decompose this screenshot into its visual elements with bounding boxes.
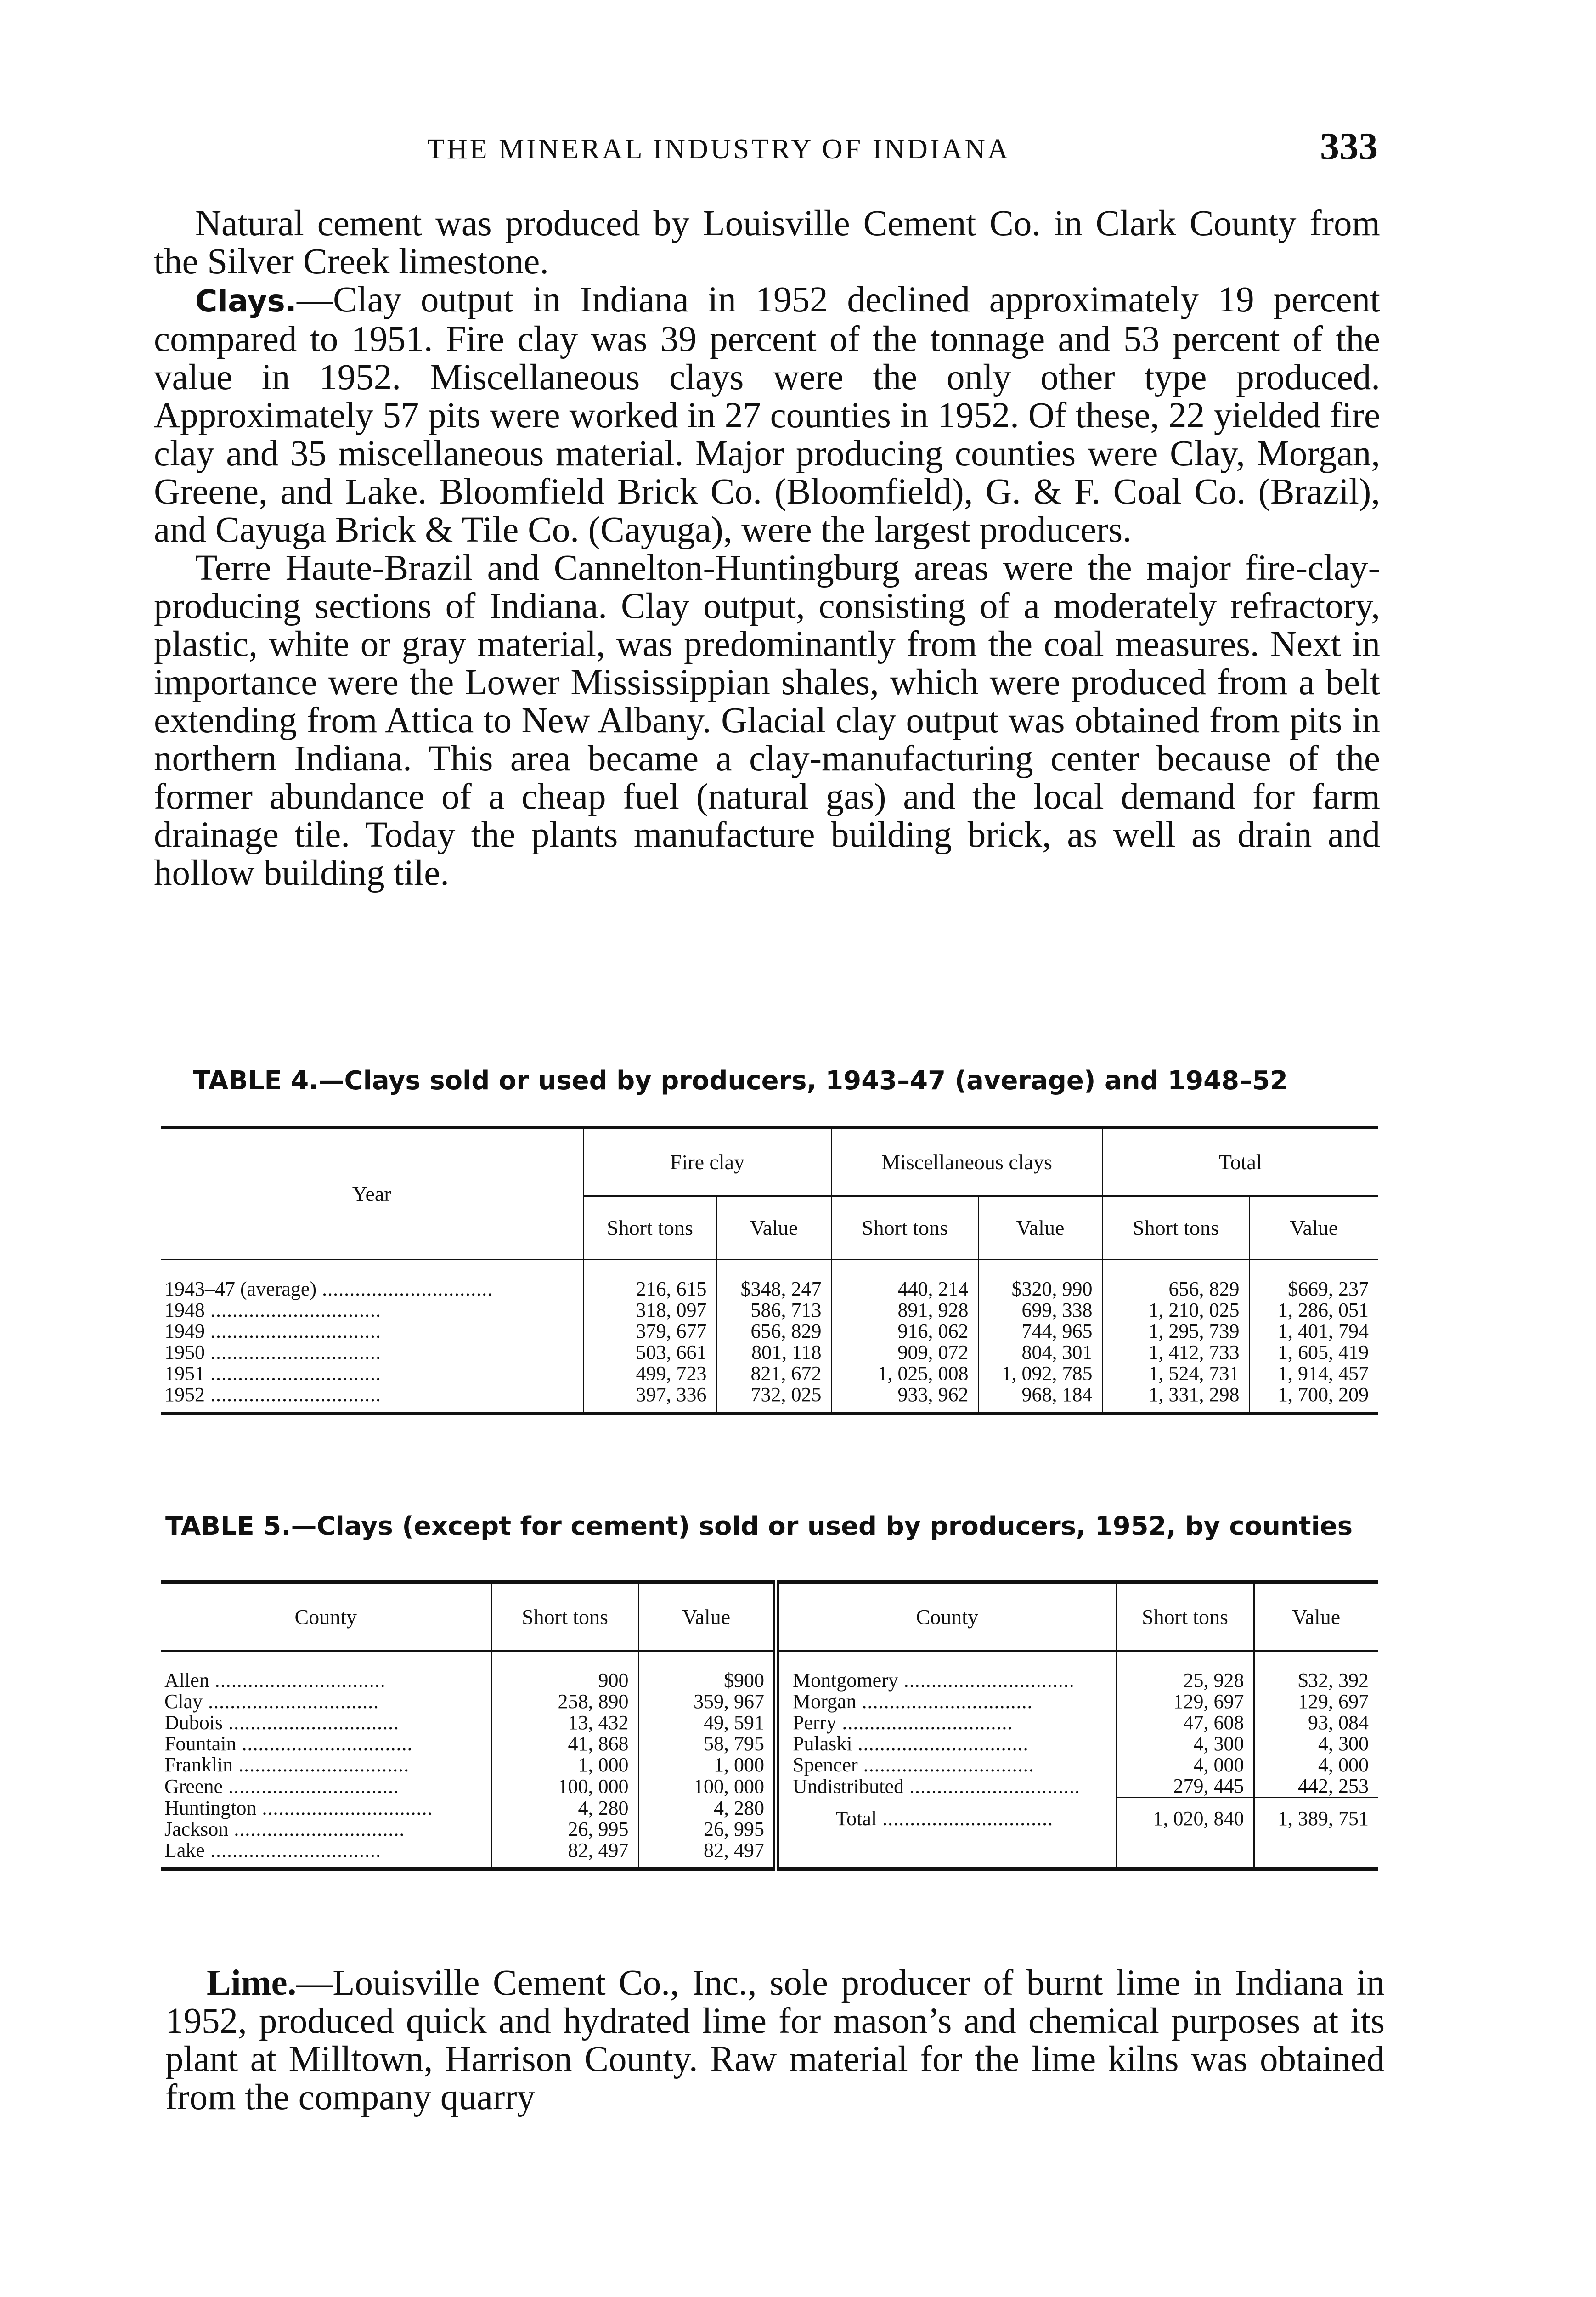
running-title: THE MINERAL INDUSTRY OF INDIANA xyxy=(427,134,1010,165)
row-year: 1951 ..... xyxy=(161,1363,583,1384)
row-year: 1952 ..... xyxy=(161,1384,583,1414)
cell: 900 xyxy=(491,1651,638,1692)
cell: 1, 700, 209 xyxy=(1249,1384,1378,1414)
paragraph-clays-text: —Clay output in Indiana in 1952 declined approximately 19 percent compared to 1951. Fire clay was 39 percent of the tonnage and 53 percent of the value in 1952. Miscellaneous clays were the only other type produced. Approximately 57 pits were worked in 27 counties in 1952. Of these, 22 yielded fire clay and 35 miscellaneous material. Major producing counties were Clay, Morgan, Greene, and Lake. Bloomfield Brick Co. (Bloomfield), G. & F. Coal Co. (Brazil), and Cayuga Brick & Tile Co. (Cayuga), were the largest producers. xyxy=(154,280,1380,550)
table4-header-misc-clays: Miscellaneous clays xyxy=(831,1127,1102,1196)
cell: $669, 237 xyxy=(1249,1260,1378,1300)
table5-header-value-2: Value xyxy=(1254,1582,1378,1651)
page-number: 333 xyxy=(1320,125,1378,168)
cell: 1, 000 xyxy=(491,1754,638,1776)
cell: 732, 025 xyxy=(716,1384,831,1414)
county-name: Greene ..... xyxy=(164,1775,399,1798)
cell: 1, 025, 008 xyxy=(831,1363,978,1384)
table4-subheader: Short tons xyxy=(831,1196,978,1260)
cell: 318, 097 xyxy=(583,1300,716,1321)
table4-header-year: Year xyxy=(161,1127,583,1260)
county-name: Pulaski ..... xyxy=(793,1732,1029,1755)
cell: $32, 392 xyxy=(1254,1651,1378,1692)
paragraph-natural-cement: Natural cement was produced by Louisville Cement Co. in Clark County from the Silver Creek limestone. xyxy=(154,204,1380,282)
cell: 258, 890 xyxy=(491,1691,638,1712)
table4-header-total: Total xyxy=(1102,1127,1378,1196)
cell: 49, 591 xyxy=(638,1712,776,1733)
cell: 891, 928 xyxy=(831,1300,978,1321)
cell: 933, 962 xyxy=(831,1384,978,1414)
table-row xyxy=(161,1691,1378,1712)
cell: 1, 210, 025 xyxy=(1102,1300,1249,1321)
cell: 968, 184 xyxy=(978,1384,1102,1414)
table4-subheader: Short tons xyxy=(583,1196,716,1260)
cell: 47, 608 xyxy=(1116,1712,1254,1733)
section-lead-lime: Lime. xyxy=(207,1963,297,2003)
cell: 359, 967 xyxy=(638,1691,776,1712)
table-row xyxy=(161,1798,1378,1819)
cell: 1, 914, 457 xyxy=(1249,1363,1378,1384)
cell: 4, 300 xyxy=(1254,1733,1378,1754)
county-name: Jackson ..... xyxy=(164,1818,405,1840)
cell: 699, 338 xyxy=(978,1300,1102,1321)
total-label: Total ..... xyxy=(835,1807,1053,1830)
row-year: 1948 ..... xyxy=(161,1300,583,1321)
cell: 744, 965 xyxy=(978,1321,1102,1342)
county-name: Huntington ..... xyxy=(164,1797,433,1819)
total-tons: 1, 020, 840 xyxy=(1116,1798,1254,1840)
table-row xyxy=(161,1733,1378,1754)
table4-clays-by-year xyxy=(161,1126,1378,1415)
cell: 4, 280 xyxy=(638,1798,776,1819)
table4-caption: TABLE 4.—Clays sold or used by producers, 1943–47 (average) and 1948–52 xyxy=(193,1066,1288,1096)
table5-clays-by-county xyxy=(161,1580,1378,1871)
table-row xyxy=(161,1384,1378,1414)
county-name: Morgan ..... xyxy=(793,1690,1033,1713)
county-name: Perry ..... xyxy=(793,1711,1013,1734)
cell: 58, 795 xyxy=(638,1733,776,1754)
table4-subheader: Short tons xyxy=(1102,1196,1249,1260)
table4-subheader: Value xyxy=(978,1196,1102,1260)
cell: 100, 000 xyxy=(491,1776,638,1798)
cell: 656, 829 xyxy=(716,1321,831,1342)
cell: 279, 445 xyxy=(1116,1776,1254,1798)
cell: 13, 432 xyxy=(491,1712,638,1733)
cell: 82, 497 xyxy=(638,1840,776,1869)
table5-header-short-tons: Short tons xyxy=(491,1582,638,1651)
cell: 1, 092, 785 xyxy=(978,1363,1102,1384)
table5-header-county-2: County xyxy=(776,1582,1116,1651)
table-row xyxy=(161,1260,1378,1300)
table-row xyxy=(161,1300,1378,1321)
table5-header-short-tons-2: Short tons xyxy=(1116,1582,1254,1651)
section-lead-clays: Clays. xyxy=(195,283,297,319)
cell: 397, 336 xyxy=(583,1384,716,1414)
cell: 440, 214 xyxy=(831,1260,978,1300)
row-year: 1949 ..... xyxy=(161,1321,583,1342)
cell: 1, 331, 298 xyxy=(1102,1384,1249,1414)
cell: 804, 301 xyxy=(978,1342,1102,1363)
cell: 25, 928 xyxy=(1116,1651,1254,1692)
cell: 4, 300 xyxy=(1116,1733,1254,1754)
table-row xyxy=(161,1321,1378,1342)
table5-header-value: Value xyxy=(638,1582,776,1651)
cell: 4, 000 xyxy=(1254,1754,1378,1776)
table-row xyxy=(161,1840,1378,1869)
table4-header-fire-clay: Fire clay xyxy=(583,1127,831,1196)
table5-header-county: County xyxy=(161,1582,491,1651)
cell: 909, 072 xyxy=(831,1342,978,1363)
cell: 1, 524, 731 xyxy=(1102,1363,1249,1384)
county-name: Undistributed ..... xyxy=(793,1775,1080,1798)
cell: 499, 723 xyxy=(583,1363,716,1384)
cell: 93, 084 xyxy=(1254,1712,1378,1733)
cell: 503, 661 xyxy=(583,1342,716,1363)
paragraph-lime xyxy=(165,1964,1385,2116)
cell: 1, 401, 794 xyxy=(1249,1321,1378,1342)
cell: 1, 286, 051 xyxy=(1249,1300,1378,1321)
table-row xyxy=(161,1754,1378,1776)
table-row xyxy=(161,1651,1378,1692)
cell: 442, 253 xyxy=(1254,1776,1378,1798)
paragraph-clays xyxy=(154,281,1380,549)
cell: 129, 697 xyxy=(1116,1691,1254,1712)
table4-subheader: Value xyxy=(716,1196,831,1260)
table5-caption: TABLE 5.—Clays (except for cement) sold or used by producers, 1952, by counties xyxy=(165,1511,1353,1541)
intro-text xyxy=(154,204,1380,892)
cell: 4, 280 xyxy=(491,1798,638,1819)
paragraph-clay-areas: Terre Haute-Brazil and Cannelton-Huntingburg areas were the major fire-clay-producing sections of Indiana. Clay output, consisting of a moderately refractory, plastic, white or gray material, was predominantly from the coal measures. Next in importance were the Lower Mississippian shales, which were produced from a belt extending from Attica to New Albany. Glacial clay output was obtained from pits in northern Indiana. This area became a clay-manufacturing center because of the former abundance of a cheap fuel (natural gas) and the local demand for farm drainage tile. Today the plants manufacture building brick, as well as drain and hollow building tile. xyxy=(154,548,1380,893)
cell: 1, 605, 419 xyxy=(1249,1342,1378,1363)
cell: 801, 118 xyxy=(716,1342,831,1363)
lime-text xyxy=(165,1964,1385,2116)
cell: 100, 000 xyxy=(638,1776,776,1798)
cell: $348, 247 xyxy=(716,1260,831,1300)
total-value: 1, 389, 751 xyxy=(1254,1798,1378,1840)
table-row xyxy=(161,1776,1378,1798)
row-year: 1943–47 (average) ..... xyxy=(161,1260,583,1300)
cell: 82, 497 xyxy=(491,1840,638,1869)
paragraph-lime-text: —Louisville Cement Co., Inc., sole producer of burnt lime in Indiana in 1952, produced quick and hydrated lime for mason’s and chemical purposes at its plant at Milltown, Harrison County. Raw material for the lime kilns was obtained from the company quarry xyxy=(165,1963,1385,2117)
county-name: Allen ..... xyxy=(164,1669,386,1692)
cell: $320, 990 xyxy=(978,1260,1102,1300)
cell: 26, 995 xyxy=(638,1819,776,1840)
cell: 26, 995 xyxy=(491,1819,638,1840)
cell: 656, 829 xyxy=(1102,1260,1249,1300)
cell: 586, 713 xyxy=(716,1300,831,1321)
county-name: Fountain ..... xyxy=(164,1732,412,1755)
cell: 821, 672 xyxy=(716,1363,831,1384)
cell: 1, 412, 733 xyxy=(1102,1342,1249,1363)
cell: 41, 868 xyxy=(491,1733,638,1754)
county-name: Clay ..... xyxy=(164,1690,379,1713)
table4-subheader: Value xyxy=(1249,1196,1378,1260)
cell: 379, 677 xyxy=(583,1321,716,1342)
county-name: Lake ..... xyxy=(164,1839,381,1861)
table-row xyxy=(161,1712,1378,1733)
county-name: Dubois ..... xyxy=(164,1711,399,1734)
row-year: 1950 ..... xyxy=(161,1342,583,1363)
cell: 4, 000 xyxy=(1116,1754,1254,1776)
cell: 916, 062 xyxy=(831,1321,978,1342)
cell: 129, 697 xyxy=(1254,1691,1378,1712)
cell: 1, 295, 739 xyxy=(1102,1321,1249,1342)
running-header xyxy=(156,124,1378,175)
table-row xyxy=(161,1363,1378,1384)
table-row xyxy=(161,1342,1378,1363)
cell: 1, 000 xyxy=(638,1754,776,1776)
cell: 216, 615 xyxy=(583,1260,716,1300)
county-name: Spencer ..... xyxy=(793,1754,1034,1776)
cell: $900 xyxy=(638,1651,776,1692)
county-name: Franklin ..... xyxy=(164,1754,409,1776)
county-name: Montgomery ..... xyxy=(793,1669,1075,1692)
